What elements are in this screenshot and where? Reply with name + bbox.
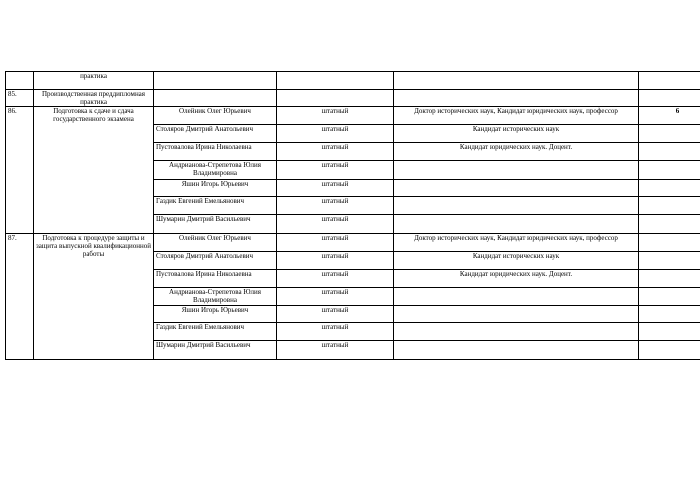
employment-condition: штатный [277, 197, 394, 215]
teacher-name [154, 288, 277, 306]
teacher-name: Пустовалова Ирина Николаевна [154, 143, 277, 161]
academic-degree: Кандидат юридических наук. Доцент. [394, 270, 639, 288]
row-number: 86. [6, 107, 34, 234]
teacher-name: Столяров Дмитрий Анатольевич [154, 252, 277, 270]
teacher-name-text: Андрианова-Стрепетова Юлия Владимировна [169, 161, 261, 177]
employment-condition: штатный [277, 125, 394, 143]
teacher-name: Пустовалова Ирина Николаевна [154, 270, 277, 288]
teacher-name-text: Яшин Игорь Юрьевич [181, 180, 249, 188]
teacher-name [154, 180, 277, 197]
academic-degree [394, 197, 639, 215]
employment-condition: штатный [277, 107, 394, 125]
teacher-name: Газдик Евгений Емельянович [154, 197, 277, 215]
employment-condition: штатный [277, 252, 394, 270]
experience-value [639, 90, 700, 107]
academic-degree: Кандидат исторических наук [394, 125, 639, 143]
teacher-name: Шумарин Дмитрий Васильевич [154, 341, 277, 360]
academic-degree: Кандидат исторических наук [394, 252, 639, 270]
experience-value [639, 72, 700, 90]
employment-condition: штатный [277, 341, 394, 360]
academic-degree [394, 341, 639, 360]
experience-value [639, 180, 700, 197]
employment-condition: штатный [277, 288, 394, 306]
employment-condition: штатный [277, 234, 394, 252]
experience-value [639, 306, 700, 323]
teacher-name [154, 72, 277, 90]
experience-value [639, 197, 700, 215]
teacher-name [154, 161, 277, 180]
academic-degree [394, 323, 639, 341]
table-row [6, 90, 700, 107]
teacher-name-text: Олейник Олег Юрьевич [179, 234, 251, 242]
staff-table [5, 71, 700, 360]
discipline-cell: практика [34, 72, 154, 90]
row-number [6, 72, 34, 90]
table-row [6, 234, 700, 252]
employment-condition [277, 72, 394, 90]
teacher-name [154, 306, 277, 323]
academic-degree [394, 180, 639, 197]
teacher-name [154, 107, 277, 125]
discipline-cell: Подготовка к процедуре защиты и защита выпускной квалификационной работы [34, 234, 154, 360]
teacher-name [154, 234, 277, 252]
employment-condition: штатный [277, 270, 394, 288]
experience-value [639, 125, 700, 143]
teacher-name: Столяров Дмитрий Анатольевич [154, 125, 277, 143]
experience-value [639, 215, 700, 234]
teacher-name-text: Олейник Олег Юрьевич [179, 107, 251, 115]
row-number: 87. [6, 234, 34, 360]
discipline-cell: Подготовка к сдаче и сдача государственного экзамена [34, 107, 154, 234]
teacher-name [154, 90, 277, 107]
employment-condition: штатный [277, 161, 394, 180]
academic-degree [394, 306, 639, 323]
teacher-name: Газдик Евгений Емельянович [154, 323, 277, 341]
academic-degree [394, 215, 639, 234]
teacher-name-text: Яшин Игорь Юрьевич [181, 306, 249, 314]
employment-condition: штатный [277, 306, 394, 323]
experience-value [639, 143, 700, 161]
experience-value [639, 252, 700, 270]
academic-degree: Доктор исторических наук, Кандидат юридических наук, профессор [394, 234, 639, 252]
table-row [6, 72, 700, 90]
academic-degree [394, 72, 639, 90]
academic-degree: Доктор исторических наук, Кандидат юридических наук, профессор [394, 107, 639, 125]
teacher-name: Шумарин Дмитрий Васильевич [154, 215, 277, 234]
experience-value [639, 341, 700, 360]
experience-value [639, 270, 700, 288]
discipline-cell: Производственная преддипломная практика [34, 90, 154, 107]
employment-condition: штатный [277, 215, 394, 234]
experience-value [639, 234, 700, 252]
academic-degree [394, 288, 639, 306]
employment-condition [277, 90, 394, 107]
experience-value [639, 323, 700, 341]
teacher-name-text: Андрианова-Стрепетова Юлия Владимировна [169, 288, 261, 304]
row-number: 85. [6, 90, 34, 107]
table-row [6, 107, 700, 125]
employment-condition: штатный [277, 143, 394, 161]
employment-condition: штатный [277, 180, 394, 197]
experience-value [639, 161, 700, 180]
experience-value: 6 [639, 107, 700, 125]
experience-value [639, 288, 700, 306]
academic-degree: Кандидат юридических наук. Доцент. [394, 143, 639, 161]
employment-condition: штатный [277, 323, 394, 341]
academic-degree [394, 161, 639, 180]
academic-degree [394, 90, 639, 107]
